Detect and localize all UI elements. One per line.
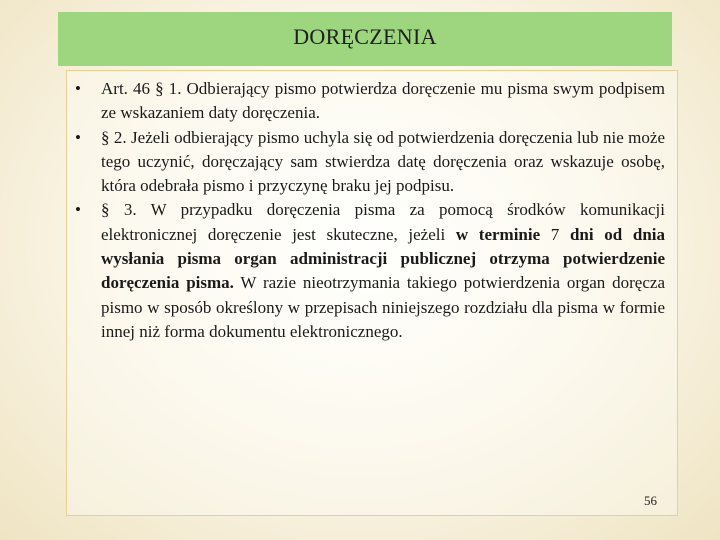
bullet-icon: • xyxy=(75,200,81,220)
content-box xyxy=(66,70,678,516)
page-number: 56 xyxy=(644,493,657,508)
slide-title: DORĘCZENIA xyxy=(293,24,437,49)
bullet-item-3 xyxy=(67,198,677,344)
bullet-text-bold: w terminie xyxy=(455,224,541,244)
bullet-list xyxy=(67,77,677,344)
title-bar xyxy=(58,12,672,66)
bullet-text-part: W razie nieotrzymania takiego potwierdzenia organ doręcza pismo w sposób określony w przepisach niniejszego rozdziału dla pisma w formie innej niż forma dokumentu elektronicznego. xyxy=(101,273,665,341)
bullet-text: Art. 46 § 1. Odbierający pismo potwierdza doręczenie mu pisma swym podpisem ze wskazaniem daty doręczenia. xyxy=(101,79,665,123)
bullet-text-bold: dni od dnia wysłania pisma organ administracji publicznej otrzyma potwierdzenie doręczenia pisma. xyxy=(101,224,665,293)
bullet-item-2 xyxy=(67,126,677,199)
bullet-item-1 xyxy=(67,77,677,126)
bullet-icon: • xyxy=(75,79,81,98)
bullet-text: § 2. Jeżeli odbierający pismo uchyla się od potwierdzenia doręczenia lub nie może tego uczynić, doręczający sam stwierdza datę doręczenia oraz wskazuje osobę, która odebrała pismo i przyczynę braku jej podpisu. xyxy=(101,127,665,196)
bullet-icon: • xyxy=(75,127,81,147)
bullet-text-part: 7 xyxy=(540,224,570,244)
bullet-text-part: § 3. W przypadku doręczenia pisma za pomocą środków komunikacji elektronicznej doręczenie jest skuteczne, jeżeli xyxy=(101,200,665,244)
